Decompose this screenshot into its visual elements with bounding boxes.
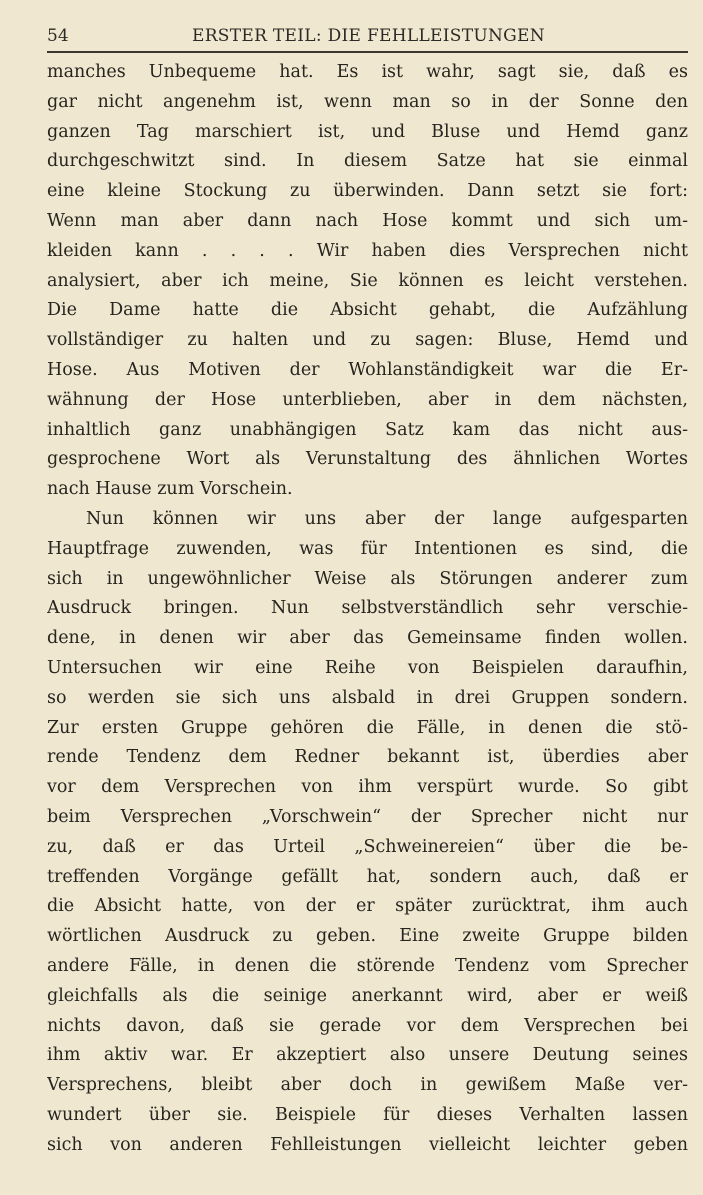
- text-line: Hose. Aus Motiven der Wohlanständigkeit war die Er-: [47, 359, 688, 380]
- text-line: beim Versprechen „Vorschwein“ der Sprecher nicht nur: [47, 806, 688, 827]
- text-line: eine kleine Stockung zu überwinden. Dann setzt sie fort:: [47, 181, 688, 202]
- text-line: kleiden kann . . . . Wir haben dies Versprechen nicht: [47, 240, 688, 261]
- text-line: Zur ersten Gruppe gehören die Fälle, in denen die stö-: [47, 717, 688, 738]
- text-line: wörtlichen Ausdruck zu geben. Eine zweite Gruppe bilden: [47, 926, 688, 947]
- paragraph-start-line: Nun können wir uns aber der lange aufgesparten: [86, 508, 688, 529]
- text-line: Untersuchen wir eine Reihe von Beispielen daraufhin,: [47, 657, 688, 678]
- page-number: 54: [47, 26, 69, 46]
- text-line: andere Fälle, in denen die störende Tendenz vom Sprecher: [47, 955, 688, 976]
- text-line: wähnung der Hose unterblieben, aber in dem nächsten,: [47, 389, 688, 410]
- text-line: so werden sie sich uns alsbald in drei Gruppen sondern.: [47, 687, 688, 708]
- text-line: Die Dame hatte die Absicht gehabt, die Aufzählung: [47, 300, 688, 321]
- text-line: analysiert, aber ich meine, Sie können es leicht verstehen.: [47, 270, 688, 291]
- text-line: durchgeschwitzt sind. In diesem Satze hat sie einmal: [47, 151, 688, 172]
- text-line: sich von anderen Fehlleistungen vielleicht leichter geben: [47, 1134, 688, 1155]
- text-line: die Absicht hatte, von der er später zurücktrat, ihm auch: [47, 896, 688, 917]
- header-rule: [47, 51, 688, 53]
- text-line: Hauptfrage zuwenden, was für Intentionen es sind, die: [47, 538, 688, 559]
- text-line: dene, in denen wir aber das Gemeinsame finden wollen.: [47, 628, 688, 649]
- text-line: nichts davon, daß sie gerade vor dem Versprechen bei: [47, 1015, 688, 1036]
- text-line: gesprochene Wort als Verunstaltung des ähnlichen Wortes: [47, 449, 688, 470]
- paragraph-end-line: nach Hause zum Vorschein.: [47, 479, 293, 500]
- text-line: wundert über sie. Beispiele für dieses Verhalten lassen: [47, 1104, 688, 1125]
- text-line: inhaltlich ganz unabhängigen Satz kam das nicht aus-: [47, 419, 688, 440]
- text-line: gar nicht angenehm ist, wenn man so in der Sonne den: [47, 91, 688, 112]
- text-line: Wenn man aber dann nach Hose kommt und sich um-: [47, 210, 688, 231]
- body-text: [47, 58, 688, 1160]
- text-line: treffenden Vorgänge gefällt hat, sondern auch, daß er: [47, 866, 688, 887]
- text-line: manches Unbequeme hat. Es ist wahr, sagt sie, daß es: [47, 62, 688, 82]
- text-line: sich in ungewöhnlicher Weise als Störungen anderer zum: [47, 568, 688, 589]
- running-title: ERSTER TEIL: DIE FEHLLEISTUNGEN: [192, 26, 545, 46]
- text-line: ihm aktiv war. Er akzeptiert also unsere Deutung seines: [47, 1045, 688, 1066]
- text-line: vollständiger zu halten und zu sagen: Bluse, Hemd und: [47, 330, 688, 351]
- text-line: vor dem Versprechen von ihm verspürt wurde. So gibt: [47, 777, 688, 798]
- text-line: Versprechens, bleibt aber doch in gewißem Maße ver-: [47, 1075, 688, 1096]
- text-line: zu, daß er das Urteil „Schweinereien“ über die be-: [47, 836, 688, 857]
- text-line: ganzen Tag marschiert ist, und Bluse und Hemd ganz: [47, 121, 688, 142]
- text-line: rende Tendenz dem Redner bekannt ist, überdies aber: [47, 747, 688, 768]
- text-line: Ausdruck bringen. Nun selbstverständlich sehr verschie-: [47, 598, 688, 619]
- page-header: [47, 24, 688, 48]
- text-line: gleichfalls als die seinige anerkannt wird, aber er weiß: [47, 985, 688, 1006]
